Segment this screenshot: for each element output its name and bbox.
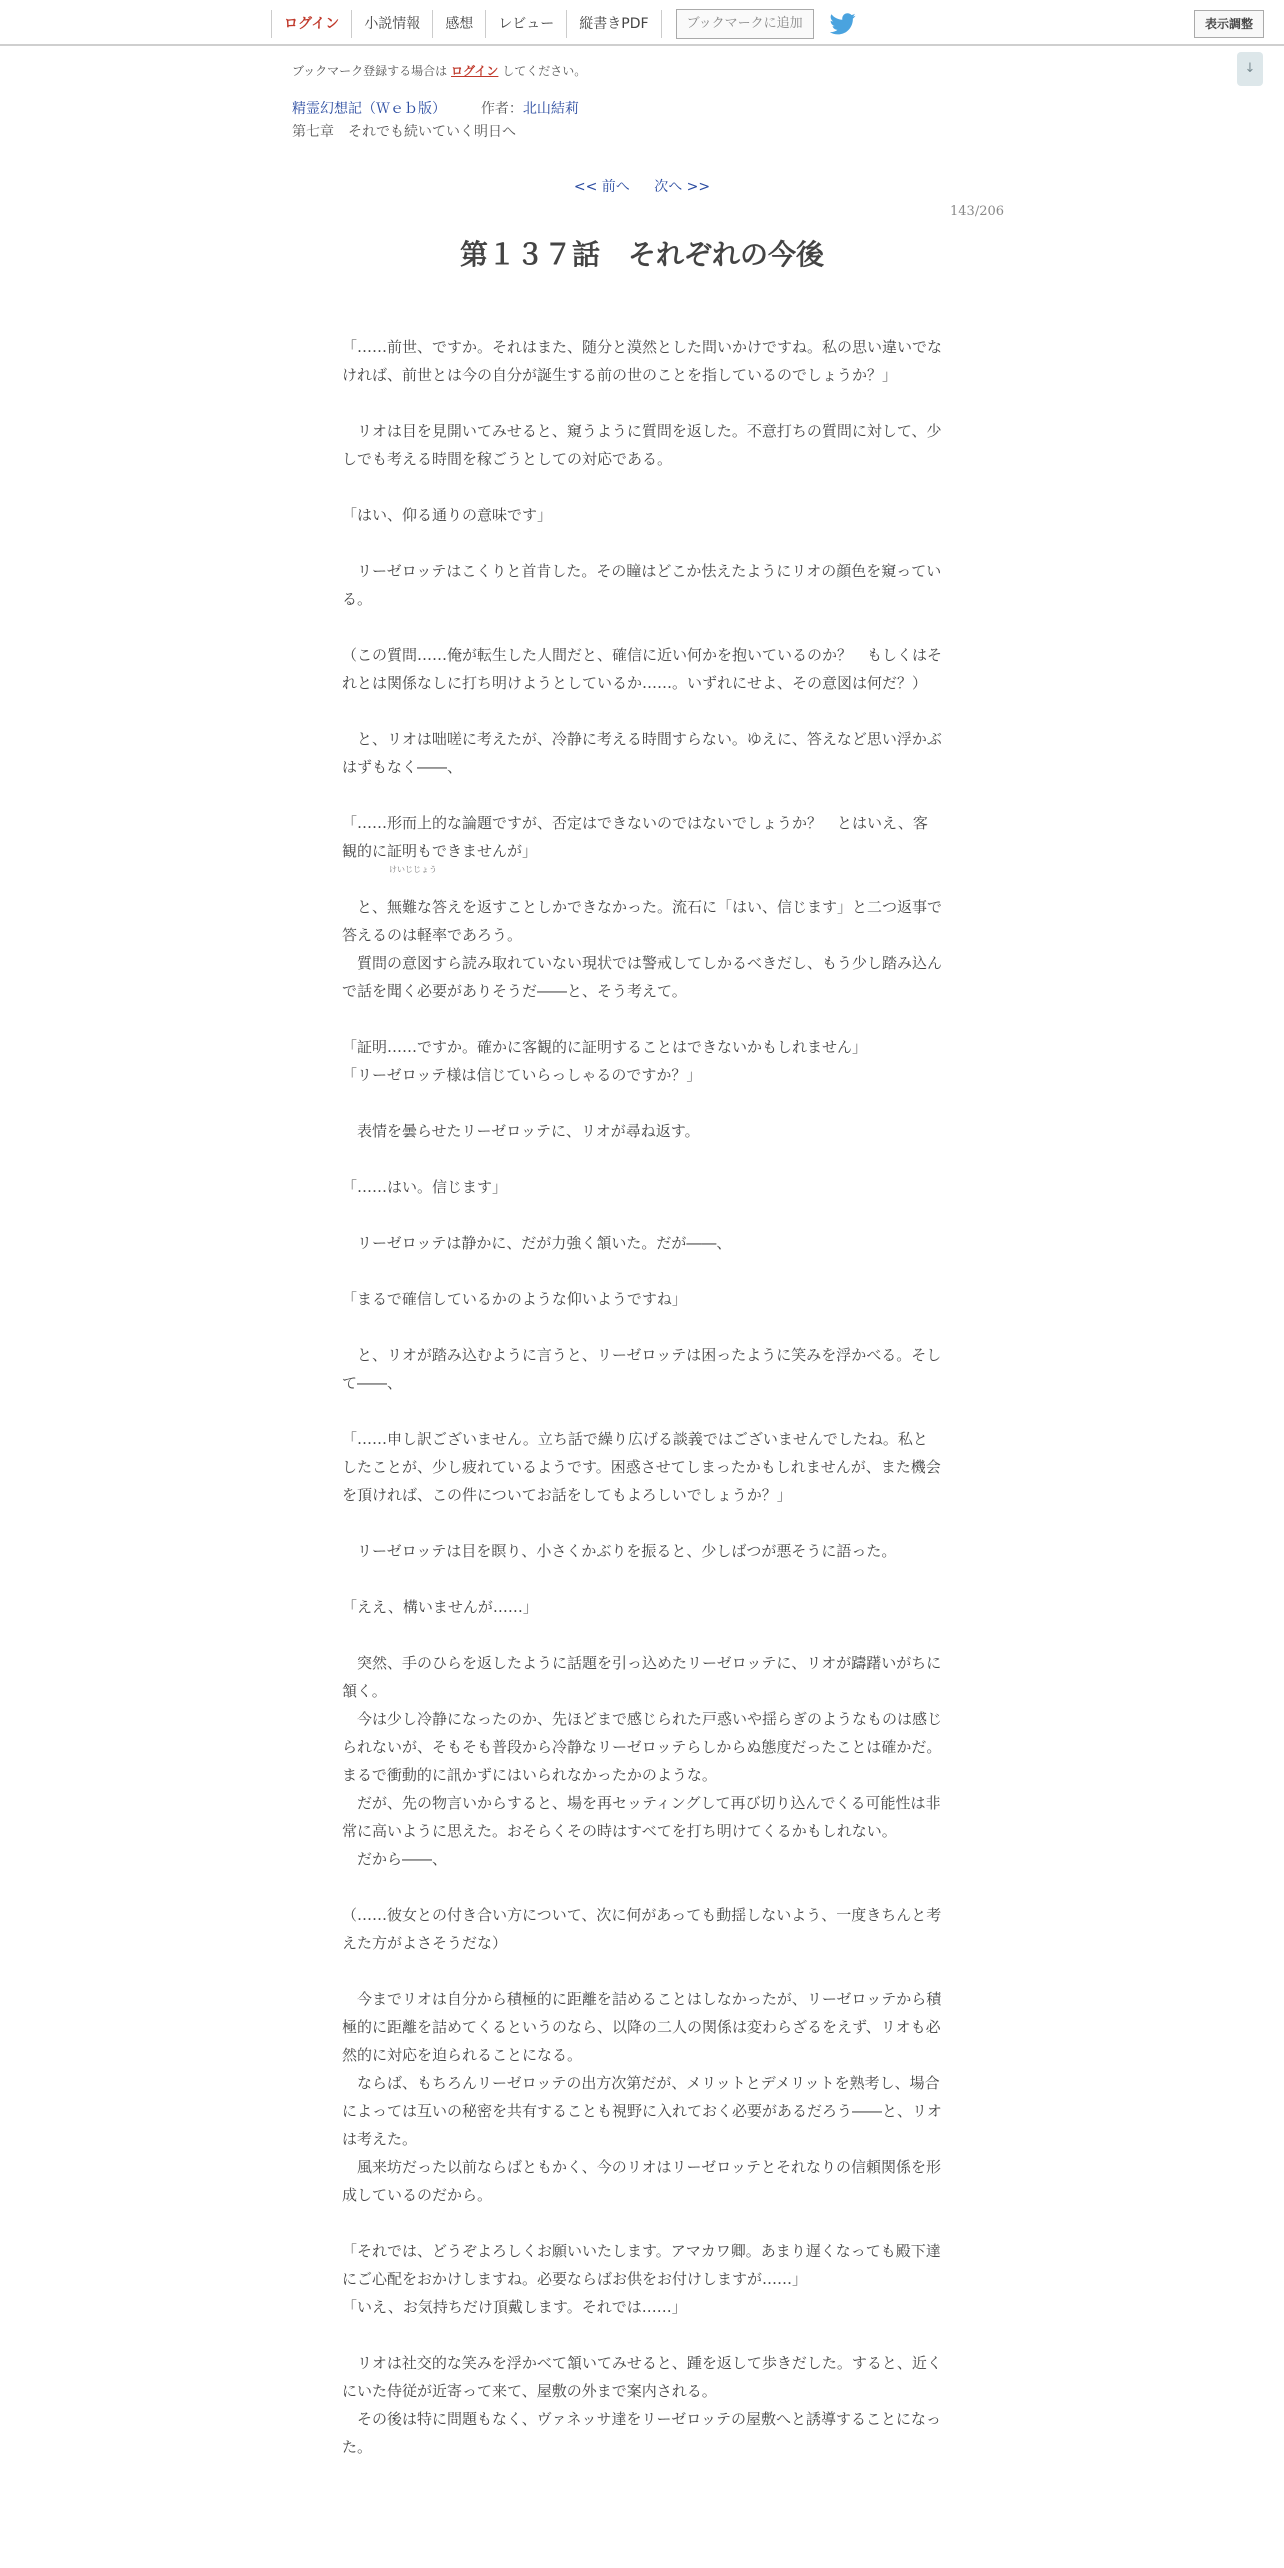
episode-pager [0,176,1284,196]
body-paragraph: 「……形而上的な論題ですが、否定はできないのではないでしょうか？ とはいえ、客観的に証明もできませんが」 [342,814,928,860]
display-settings-button[interactable]: 表示調整 [1194,10,1264,38]
body-paragraph [342,613,942,641]
novel-body [342,333,942,2461]
notice-text-before: ブックマーク登録する場合は [292,64,448,78]
body-paragraph [342,1005,942,1033]
body-paragraph: 「それでは、どうぞよろしくお願いいたします。アマカワ卿。あまり遅くなっても殿下達にご心配をおかけしますね。必要ならばお供をお付けしますが……」 [342,2242,941,2288]
main-nav [271,10,856,38]
body-paragraph [342,2209,942,2237]
body-paragraph [342,1397,942,1425]
body-paragraph: （この質問……俺が転生した人間だと、確信に近い何かを抱いているのか？ もしくはそれとは関係なしに打ち明けようとしているか……。いずれにせよ、その意図は何だ？） [342,646,943,692]
body-paragraph [342,697,942,725]
body-paragraph: 今は少し冷静になったのか、先ほどまで感じられた戸惑いや揺らぎのようなものは感じられないが、そもそも普段から冷静なリーゼロッテらしからぬ態度だったことは確かだ。まるで衝動的に訊かずにはいられなかったかのような。 [342,1710,943,1784]
body-paragraph: リーゼロッテはこくりと首肯した。その瞳はどこか怯えたようにリオの顔色を窺っている。 [342,562,942,608]
body-paragraph: 「……前世、ですか。それはまた、随分と漠然とした問いかけですね。私の思い違いでなければ、前世とは今の自分が誕生する前の世のことを指しているのでしょうか？」 [342,338,943,384]
body-paragraph [342,865,942,893]
body-paragraph: と、リオは咄嗟に考えたが、冷静に考える時間すらない。ゆえに、答えなど思い浮かぶはずもなく――、 [342,730,942,776]
nav-novel-info[interactable]: 小説情報 [351,10,432,38]
twitter-bird-icon[interactable] [830,13,856,35]
body-paragraph: 質問の意図すら読み取れていない現状では警戒してしかるべきだし、もう少し踏み込んで話を聞く必要がありそうだ――と、そう考えて。 [342,954,943,1000]
body-paragraph: だから――、 [342,1850,448,1868]
body-paragraph [342,2321,942,2349]
body-paragraph: 「……はい。信じます」 [342,1178,508,1196]
body-paragraph [342,1873,942,1901]
body-paragraph: 「はい、仰る通りの意味です」 [342,506,553,524]
body-paragraph [342,1201,942,1229]
scroll-down-button[interactable]: ↓ [1237,52,1263,86]
body-paragraph [342,1509,942,1537]
add-bookmark-button[interactable]: ブックマークに追加 [676,9,814,39]
body-paragraph: 「……申し訳ございません。立ち話で繰り広げる談義ではございませんでしたね。私としたことが、少し疲れているようです。困惑させてしまったかもしれませんが、また機会を頂ければ、この件についてお話をしてもよろしいでしょうか？」 [342,1430,941,1504]
episode-title: 第１３７話 それぞれの今後 [459,238,824,271]
body-paragraph: 「リーゼロッテ様は信じていらっしゃるのですか？」 [342,1066,702,1084]
body-paragraph: リーゼロッテは目を瞑り、小さくかぶりを振ると、少しばつが悪そうに語った。 [342,1542,897,1560]
header-bar [0,0,1284,46]
next-episode-link[interactable]: 次へ >> [654,179,711,195]
body-paragraph [342,781,942,809]
author-label: 作者： [480,101,523,117]
body-paragraph: ならば、もちろんリーゼロッテの出方次第だが、メリットとデメリットを熟考し、場合によっては互いの秘密を共有することも視野に入れておく必要があるだろう――と、リオは考えた。 [342,2074,942,2148]
body-paragraph: 風来坊だった以前ならばともかく、今のリオはリーゼロッテとそれなりの信頼関係を形成しているのだから。 [342,2158,941,2204]
body-paragraph [342,389,942,417]
body-paragraph: と、リオが踏み込むように言うと、リーゼロッテは困ったように笑みを浮かべる。そして――、 [342,1346,942,1392]
body-paragraph [342,1145,942,1173]
prev-episode-link[interactable]: << 前へ [573,179,630,195]
body-paragraph [342,1089,942,1117]
body-paragraph: 「まるで確信しているかのような仰いようですね」 [342,1290,687,1308]
body-paragraph: 「ええ、構いませんが……」 [342,1598,538,1616]
body-paragraph: リオは目を見開いてみせると、窺うように質問を返した。不意打ちの質問に対して、少しでも考える時間を稼ごうとしての対応である。 [342,422,942,468]
chapter-title: 第七章 それでも続いていく明日へ [292,124,516,140]
bookmark-login-notice [292,62,586,79]
author-link[interactable]: 北山結莉 [522,101,579,117]
notice-login-link[interactable]: ログイン [451,64,499,78]
nav-vertical-pdf[interactable]: 縦書きPDF [566,10,661,38]
body-paragraph [342,529,942,557]
nav-review[interactable]: レビュー [485,10,566,38]
nav-impressions[interactable]: 感想 [432,10,485,38]
body-paragraph: 突然、手のひらを返したように話題を引っ込めたリーゼロッテに、リオが躊躇いがちに頷く。 [342,1654,942,1700]
body-paragraph: 「いえ、お気持ちだけ頂戴します。それでは……」 [342,2298,687,2316]
novel-meta [292,98,579,118]
body-paragraph: だが、先の物言いからすると、場を再セッティングして再び切り込んでくる可能性は非常に高いように思えた。おそらくその時はすべてを打ち明けてくるかもしれない。 [342,1794,941,1840]
body-paragraph [342,1621,942,1649]
body-paragraph [342,1565,942,1593]
series-title-link[interactable]: 精霊幻想記（Ｗｅｂ版） [292,101,446,117]
body-paragraph [342,1257,942,1285]
body-paragraph: （……彼女との付き合い方について、次に何があっても動揺しないよう、一度きちんと考えた方がよさそうだな） [342,1906,942,1952]
body-paragraph: その後は特に問題もなく、ヴァネッサ達をリーゼロッテの屋敷へと誘導することになった。 [342,2410,941,2456]
body-paragraph [342,1957,942,1985]
body-paragraph: リーゼロッテは静かに、だが力強く頷いた。だが――、 [342,1234,732,1252]
nav-login[interactable]: ログイン [271,10,351,38]
body-paragraph: 「証明……ですか。確かに客観的に証明することはできないかもしれません」 [342,1038,868,1056]
body-paragraph: 今までリオは自分から積極的に距離を詰めることはしなかったが、リーゼロッテから積極的に距離を詰めてくるというのなら、以降の二人の関係は変わらざるをえず、リオも必然的に対応を迫られることになる。 [342,1990,942,2064]
body-paragraph [342,1313,942,1341]
episode-count: 143/206 [950,204,1005,219]
notice-text-after: してください。 [502,64,587,78]
body-paragraph: と、無難な答えを返すことしかできなかった。流石に「はい、信じます」と二つ返事で答えるのは軽率であろう。 [342,898,943,944]
body-paragraph [342,473,942,501]
body-paragraph: リオは社交的な笑みを浮かべて頷いてみせると、踵を返して歩きだした。すると、近くにいた侍従が近寄って来て、屋敷の外まで案内される。 [342,2354,942,2400]
ruby-annotation: けいじじょう [389,865,437,874]
body-paragraph: 表情を曇らせたリーゼロッテに、リオが尋ね返す。 [342,1122,700,1140]
